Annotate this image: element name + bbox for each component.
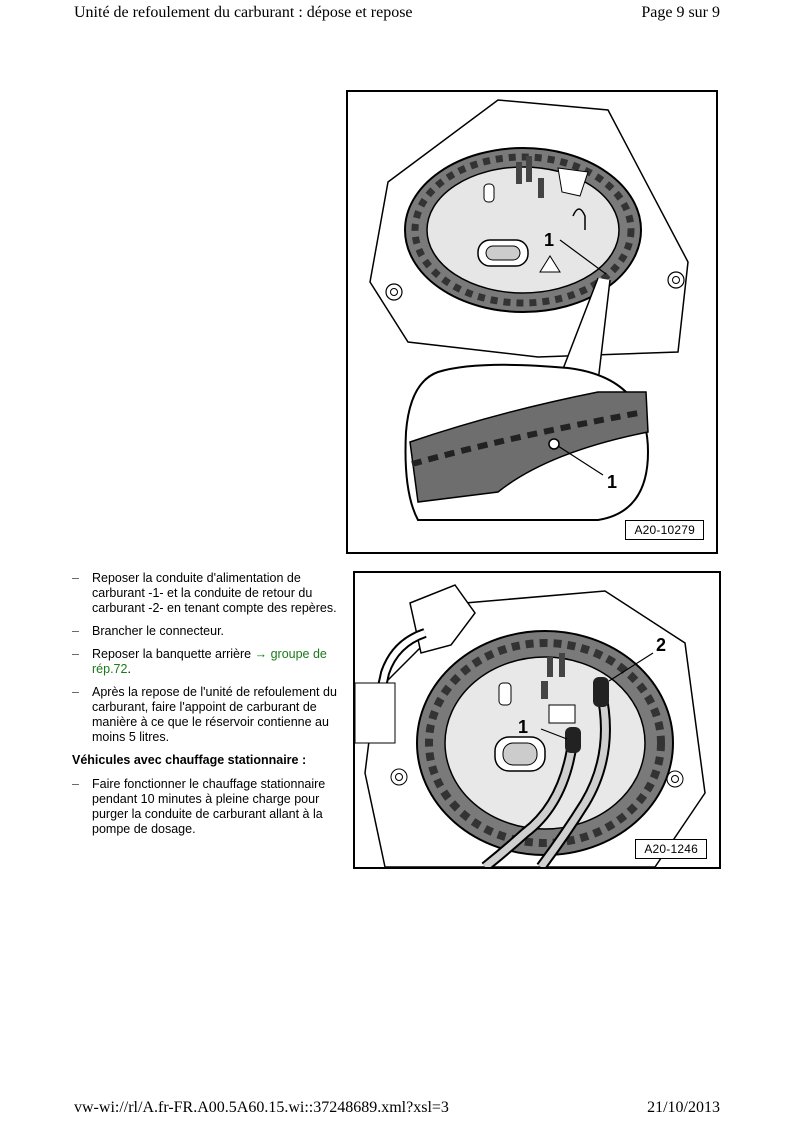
step-text: Reposer la banquette arrière xyxy=(92,647,255,661)
figure-fuel-pump-flange xyxy=(346,90,718,554)
callout-label-1: 1 xyxy=(544,230,555,250)
page-number: Page 9 sur 9 xyxy=(641,4,720,21)
repair-group-link[interactable]: → groupe de rép.72 xyxy=(92,647,327,676)
callout-label-2: 2 xyxy=(656,635,667,655)
step-text-end: . xyxy=(127,662,131,676)
step-text: Faire fonctionner le chauffage stationnaire pendant 10 minutes à pleine charge pour purger la conduite de carburant allant à la pompe de dosage. xyxy=(92,777,326,836)
step-dash: – xyxy=(72,685,79,699)
step-dash: – xyxy=(72,777,79,791)
figure-fuel-lines xyxy=(353,571,721,869)
step-text-with-link xyxy=(92,647,346,677)
page-footer-url: vw-wi://rl/A.fr-FR.A00.5A60.15.wi::37248689.xml?xsl=3 xyxy=(74,1099,449,1116)
step-item xyxy=(72,571,346,616)
page-header-title: Unité de refoulement du carburant : dépose et repose xyxy=(74,4,413,21)
step-text: Après la repose de l'unité de refoulement du carburant, faire l'appoint de carburant de manière à ce que le réservoir contienne au moins 5 litres. xyxy=(92,685,337,744)
step-item xyxy=(72,647,346,677)
step-dash: – xyxy=(72,647,79,661)
instructions xyxy=(72,571,346,845)
step-dash: – xyxy=(72,624,79,638)
step-dash: – xyxy=(72,571,79,585)
figure-label: A20-1246 xyxy=(635,839,707,859)
fuel-pump-flange-drawing xyxy=(348,92,716,552)
section-title: Véhicules avec chauffage stationnaire : xyxy=(72,753,307,767)
callout-label-1: 1 xyxy=(518,717,529,737)
page-footer-date: 21/10/2013 xyxy=(647,1099,720,1116)
figure-label: A20-10279 xyxy=(625,520,704,540)
step-item xyxy=(72,685,346,745)
callout-label-1-detail: 1 xyxy=(607,472,618,492)
step-item xyxy=(72,624,346,639)
step-text: Brancher le connecteur. xyxy=(92,624,225,638)
step-text: Reposer la conduite d'alimentation de carburant -1- et la conduite de retour du carburant -2- en tenant compte des repères. xyxy=(92,571,337,615)
fuel-lines-drawing xyxy=(355,573,719,867)
step-item xyxy=(72,777,346,837)
